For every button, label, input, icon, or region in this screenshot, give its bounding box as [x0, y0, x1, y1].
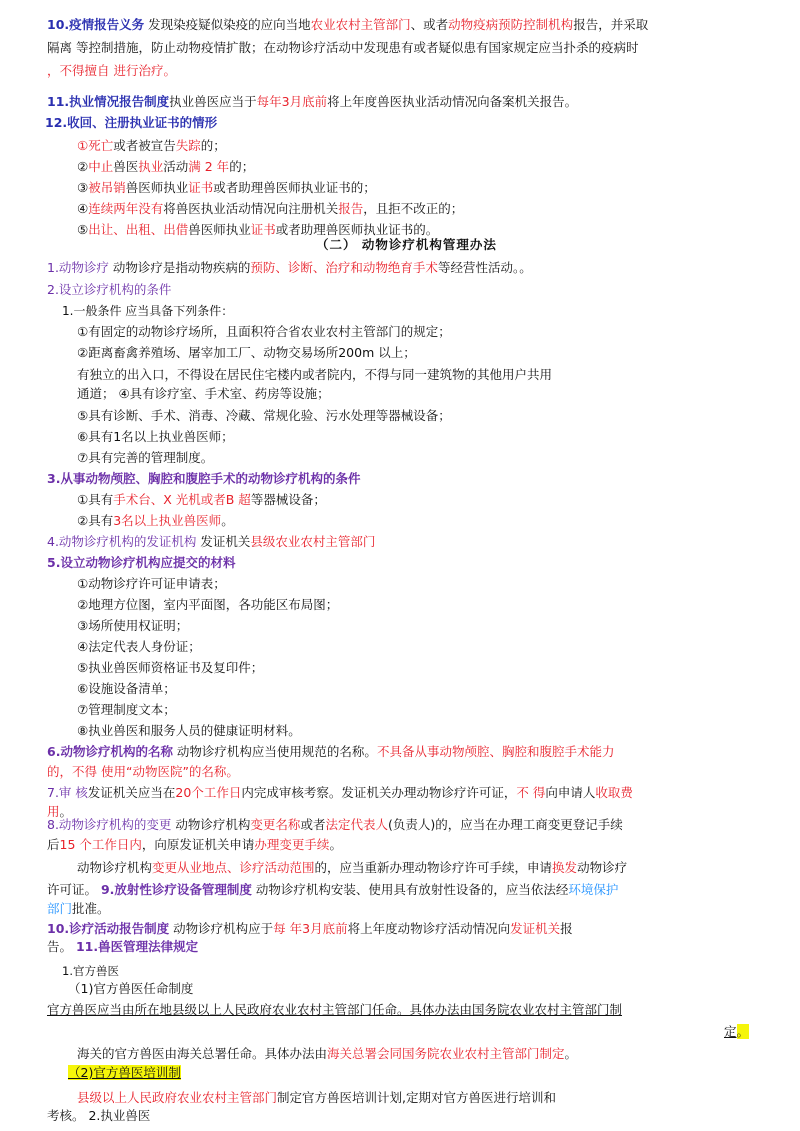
law-l2: （1)官方兽医任命制度	[68, 981, 194, 996]
s12-item4: ④连续两年没有将兽医执业活动情况向注册机关报告，且拒不改正的；	[77, 201, 464, 216]
s11-title: 11.执业情况报告制度	[47, 94, 170, 109]
d6-line2: 的，不得 使用“动物医院”的名称。	[47, 764, 239, 779]
d8-line3: 动物诊疗机构变更从业地点、诊疗活动范围的，应当重新办理动物诊疗许可手续，申请换发动物诊疗	[77, 860, 628, 875]
law-l1: 1.官方兽医	[62, 964, 119, 978]
d3-item2: ②具有3名以上执业兽医师。	[77, 513, 234, 528]
d5-m1: ①动物诊疗许可证申请表；	[77, 576, 226, 591]
d10-line2: 告。 11.兽医管理法律规定	[47, 939, 199, 954]
d4-line: 4.动物诊疗机构的发证机构 发证机关县级农业农村主管部门	[47, 534, 376, 549]
d5-m5: ⑤执业兽医师资格证书及复印件；	[77, 660, 264, 675]
s12-title: 12.收回、注册执业证书的情形	[45, 115, 218, 130]
d2-c3b: 通道； ④具有诊疗室、手术室、药房等设施；	[77, 386, 330, 401]
s12-item3: ③被吊销兽医师执业证书或者助理兽医师执业证书的；	[77, 180, 376, 195]
law-l5: 海关的官方兽医由海关总署任命。具体办法由海关总署会同国务院农业农村主管部门制定。	[77, 1046, 578, 1061]
d2-c6: ⑥具有1名以上执业兽医师；	[77, 429, 234, 444]
s12-item1: ①死亡或者被宣告失踪的；	[77, 138, 226, 153]
s12-item5: ⑤出让、出租、出借兽医师执业证书或者助理兽医师执业证书的。	[77, 222, 439, 237]
d5-m4: ④法定代表人身份证；	[77, 639, 201, 654]
d5-m3: ③场所使用权证明；	[77, 618, 189, 633]
d9-title: 9.放射性诊疗设备管理制度	[100, 882, 252, 897]
d2-sub: 1.一般条件 应当具备下列条件：	[62, 304, 234, 318]
d7-title: 7.审 核	[47, 785, 88, 800]
d10-line1: 10.诊疗活动报告制度 动物诊疗机构应于每 年3月底前将上年度动物诊疗活动情况向发证机关报	[47, 921, 573, 936]
d2-c2: ②距离畜禽养殖场、屠宰加工厂、动物交易场所200m 以上；	[77, 345, 416, 360]
d5-m2: ②地理方位图，室内平面图，各功能区布局图；	[77, 597, 339, 612]
s12-item2: ②中止兽医执业活动满 2 年的；	[77, 159, 255, 174]
law-l7: 县级以上人民政府农业农村主管部门制定官方兽医培训计划,定期对官方兽医进行培训和	[77, 1090, 556, 1105]
d7-line2: 用。	[47, 804, 73, 819]
d3-item1: ①具有手术台、X 光机或者B 超等器械设备；	[77, 492, 326, 507]
d2-c7: ⑦具有完善的管理制度。	[77, 450, 214, 465]
d8-line2: 后15 个工作日内，向原发证机关申请办理变更手续。	[47, 837, 342, 852]
law-l6: （2)官方兽医培训制	[68, 1065, 181, 1080]
s10-line2: 隔离 等控制措施，防止动物疫情扩散；在动物诊疗活动中发现患有或者疑似患有国家规定应当扑杀的疫病时	[47, 40, 639, 55]
law-l3: 官方兽医应当由所在地县级以上人民政府农业农村主管部门任命。具体办法由国务院农业农村主管部门制	[47, 1002, 623, 1017]
d6-title: 6.动物诊疗机构的名称	[47, 744, 173, 759]
d2-title: 2.设立诊疗机构的条件	[47, 282, 172, 297]
d8-line5: 部门批准。	[47, 901, 110, 916]
d3-title: 3.从事动物颅腔、胸腔和腹腔手术的动物诊疗机构的条件	[47, 471, 361, 486]
s10-title: 10.疫情报告义务	[47, 17, 145, 32]
s11-line: 11.执业情况报告制度执业兽医应当于每年3月底前将上年度兽医执业活动情况向备案机关报告。	[47, 94, 578, 109]
s10-line3: ，不得擅自 进行治疗。	[47, 63, 176, 78]
d2-c1: ①有固定的动物诊疗场所，且面积符合省农业农村主管部门的规定；	[77, 324, 451, 339]
d1-title: 1.动物诊疗	[47, 260, 109, 275]
d6-line1: 6.动物诊疗机构的名称 动物诊疗机构应当使用规范的名称。不具备从事动物颅腔、胸腔和腹腔手术能力	[47, 744, 615, 759]
d11-title: 11.兽医管理法律规定	[75, 939, 199, 954]
law-l8: 考核。 2.执业兽医	[47, 1108, 151, 1123]
s10-line1: 10.疫情报告义务 发现染疫疑似染疫的应向当地农业农村主管部门、或者动物疫病预防控制机构报告，并采取	[47, 17, 649, 32]
law-l4: 定。	[724, 1024, 750, 1039]
d10-title: 10.诊疗活动报告制度	[47, 921, 170, 936]
d5-m8: ⑧执业兽医和服务人员的健康证明材料。	[77, 723, 301, 738]
d2-c3a: 有独立的出入口，不得设在居民住宅楼内或者院内，不得与同一建筑物的其他用户共用	[77, 367, 553, 382]
d1-line: 1.动物诊疗 动物诊疗是指动物疾病的预防、诊断、治疗和动物绝育手术等经营性活动。。	[47, 260, 532, 275]
d2-c5: ⑤具有诊断、手术、消毒、冷藏、常规化验、污水处理等器械设备；	[77, 408, 451, 423]
d5-m6: ⑥设施设备清单；	[77, 681, 176, 696]
d8-line1: 8.动物诊疗机构的变更 动物诊疗机构变更名称或者法定代表人(负责人)的，应当在办理工商变更登记手续	[47, 817, 623, 832]
d4-title: 4.动物诊疗机构的发证机构	[47, 534, 197, 549]
d8-line4: 许可证。 9.放射性诊疗设备管理制度 动物诊疗机构安装、使用具有放射性设备的，应当依法经环境保护	[47, 882, 619, 897]
d5-m7: ⑦管理制度文本；	[77, 702, 176, 717]
d5-title: 5.设立动物诊疗机构应提交的材料	[47, 555, 236, 570]
d8-title: 8.动物诊疗机构的变更	[47, 817, 172, 832]
d7-line1: 7.审 核发证机关应当在20个工作日内完成审核考察。发证机关办理动物诊疗许可证，不 得向申请人收取费	[47, 785, 633, 800]
section-heading: （二） 动物诊疗机构管理办法	[316, 237, 497, 252]
